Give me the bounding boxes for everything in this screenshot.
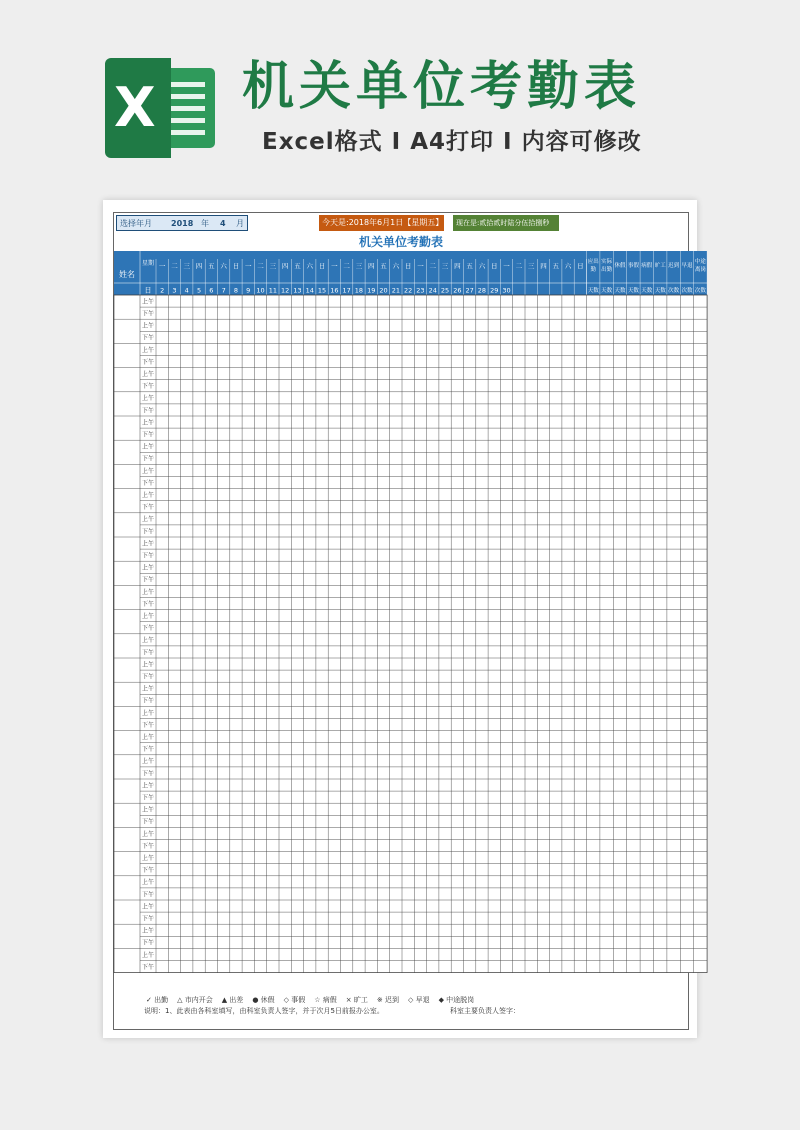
day-number: 3 xyxy=(172,286,177,295)
excel-logo-letter: X xyxy=(114,76,156,139)
legend-item: ● 休假 xyxy=(252,996,275,1004)
half-day-label: 下午 xyxy=(141,673,155,681)
summary-header: 勤 xyxy=(590,267,596,273)
banner xyxy=(0,0,800,190)
half-day-label: 上午 xyxy=(141,588,155,596)
week-header: 星期 xyxy=(141,260,155,267)
weekday-label: 五 xyxy=(208,262,215,270)
half-day-label: 下午 xyxy=(141,963,155,971)
year-value[interactable]: 2018 xyxy=(171,219,194,228)
half-day-label: 上午 xyxy=(141,612,155,620)
day-number: 6 xyxy=(209,286,214,295)
day-number: 27 xyxy=(465,286,474,295)
weekday-label: 四 xyxy=(368,262,375,270)
half-day-label: 上午 xyxy=(141,709,155,717)
weekday-label: 一 xyxy=(158,262,166,270)
day-number: 29 xyxy=(490,286,499,295)
half-day-label: 下午 xyxy=(141,867,155,875)
day-number: 17 xyxy=(342,286,351,295)
day-number: 12 xyxy=(281,286,290,295)
weekday-label: 四 xyxy=(195,262,203,270)
weekday-label: 三 xyxy=(355,262,363,270)
half-day-label: 下午 xyxy=(141,552,155,560)
half-day-label: 上午 xyxy=(141,782,155,790)
day-number: 22 xyxy=(404,286,413,295)
day-number: 16 xyxy=(330,286,339,295)
note-text: 说明：1、此表由各科室填写，由科室负责人签字，并于次月5日前报办公室。 xyxy=(144,1007,384,1015)
day-number: 18 xyxy=(354,286,364,295)
half-day-label: 下午 xyxy=(141,407,155,415)
half-day-label: 下午 xyxy=(141,697,155,705)
half-day-label: 下午 xyxy=(141,721,155,729)
summary-unit: 天数 xyxy=(614,288,626,294)
day-number: 15 xyxy=(317,286,327,295)
weekday-label: 一 xyxy=(331,262,338,270)
excel-logo-icon xyxy=(105,58,217,158)
half-day-label: 上午 xyxy=(141,927,155,935)
half-day-label: 上午 xyxy=(141,298,155,306)
excel-logo-box xyxy=(105,58,171,158)
weekday-label: 二 xyxy=(429,262,436,270)
year-unit: 年 xyxy=(201,219,209,228)
half-day-label: 下午 xyxy=(141,528,155,536)
day-number: 8 xyxy=(233,286,239,295)
half-day-label: 上午 xyxy=(141,516,155,524)
half-day-label: 下午 xyxy=(141,431,155,439)
day-number: 9 xyxy=(246,286,251,295)
half-day-label: 上午 xyxy=(141,395,155,403)
signature-label: 科室主要负责人签字： xyxy=(450,1007,520,1015)
legend-row xyxy=(146,995,483,1005)
half-day-label: 下午 xyxy=(141,625,155,633)
day-number: 28 xyxy=(477,286,487,295)
day-number: 7 xyxy=(221,286,226,295)
summary-header: 实际 xyxy=(601,259,613,265)
weekday-label: 四 xyxy=(281,262,289,270)
half-day-label: 下午 xyxy=(141,842,155,850)
day-number: 11 xyxy=(268,286,277,295)
summary-unit: 次数 xyxy=(681,288,693,294)
half-day-label: 上午 xyxy=(141,854,155,862)
spreadsheet-page xyxy=(103,200,706,1038)
summary-header: 事假 xyxy=(627,263,639,269)
summary-header: 离岗 xyxy=(694,267,706,273)
weekday-label: 日 xyxy=(318,262,326,270)
weekday-label: 五 xyxy=(380,262,387,270)
day-number: 30 xyxy=(502,286,511,295)
summary-unit: 天数 xyxy=(601,288,613,294)
summary-unit: 次数 xyxy=(668,288,680,294)
legend-item: ◇ 早退 xyxy=(407,996,430,1004)
weekday-label: 二 xyxy=(257,262,264,270)
day-number: 13 xyxy=(293,286,302,295)
half-day-label: 上午 xyxy=(141,830,155,838)
half-day-label: 上午 xyxy=(141,467,155,475)
banner-title: 机关单位考勤表 xyxy=(242,57,642,117)
weekday-label: 四 xyxy=(454,262,461,270)
year-month-selector[interactable] xyxy=(116,215,248,231)
half-day-label: 下午 xyxy=(141,504,155,512)
banner-subtitle: Excel格式 Ι A4打印 Ι 内容可修改 xyxy=(262,129,642,155)
weekday-label: 五 xyxy=(552,262,559,270)
legend-item: ◇ 事假 xyxy=(283,996,306,1004)
half-day-label: 上午 xyxy=(141,661,155,669)
weekday-label: 六 xyxy=(478,262,486,270)
half-day-label: 下午 xyxy=(141,479,155,487)
half-day-label: 上午 xyxy=(141,419,155,427)
weekday-label: 日 xyxy=(577,262,584,270)
weekday-label: 五 xyxy=(294,262,301,270)
weekday-label: 日 xyxy=(491,262,498,270)
weekday-label: 四 xyxy=(540,262,547,270)
legend-item: ▲ 出差 xyxy=(221,996,244,1004)
summary-unit: 天数 xyxy=(627,288,639,294)
half-day-label: 上午 xyxy=(141,540,155,548)
day-number: 20 xyxy=(379,286,388,295)
weekday-label: 一 xyxy=(503,262,510,270)
half-day-label: 上午 xyxy=(141,637,155,645)
half-day-label: 上午 xyxy=(141,322,155,330)
half-day-label: 上午 xyxy=(141,443,155,451)
weekday-label: 六 xyxy=(392,262,400,270)
half-day-label: 下午 xyxy=(141,939,155,947)
current-time-badge: 现在是:贰拾贰时陆分伍拾捌秒 xyxy=(453,215,559,231)
weekday-label: 一 xyxy=(417,262,424,270)
legend-item: × 旷工 xyxy=(345,996,368,1004)
half-day-label: 下午 xyxy=(141,818,155,826)
day-number: 25 xyxy=(440,286,450,295)
summary-unit: 天数 xyxy=(654,288,666,294)
weekday-label: 六 xyxy=(220,262,227,270)
sheet-topbar xyxy=(114,213,688,233)
summary-header: 旷工 xyxy=(654,263,666,269)
weekday-label: 五 xyxy=(466,262,473,270)
half-day-label: 上午 xyxy=(141,491,155,499)
weekday-label: 二 xyxy=(515,262,523,270)
summary-header: 出勤 xyxy=(601,267,613,273)
half-day-label: 上午 xyxy=(141,806,155,814)
day-number: 21 xyxy=(391,286,400,295)
summary-header: 应出 xyxy=(587,259,599,265)
day-number: 24 xyxy=(428,286,437,295)
half-day-label: 上午 xyxy=(141,564,155,572)
legend-item: ※ 迟到 xyxy=(376,996,399,1004)
weekday-label: 三 xyxy=(183,262,190,270)
half-day-label: 上午 xyxy=(141,733,155,741)
summary-unit: 次数 xyxy=(694,288,706,294)
day-number: 26 xyxy=(453,286,462,295)
half-day-label: 下午 xyxy=(141,600,155,608)
half-day-label: 下午 xyxy=(141,649,155,657)
summary-header: 早退 xyxy=(681,263,693,269)
half-day-label: 下午 xyxy=(141,334,155,342)
legend-item: ◆ 中途脱岗 xyxy=(438,996,475,1004)
weekday-label: 二 xyxy=(343,262,350,270)
legend-item: △ 市内开会 xyxy=(177,996,213,1004)
weekday-label: 三 xyxy=(527,262,535,270)
month-value[interactable]: 4 xyxy=(220,219,226,228)
day-number: 14 xyxy=(305,286,314,295)
half-day-label: 下午 xyxy=(141,383,155,391)
summary-header: 迟到 xyxy=(668,263,680,269)
weekday-label: 三 xyxy=(269,262,277,270)
half-day-label: 上午 xyxy=(141,951,155,959)
weekday-label: 六 xyxy=(564,262,572,270)
summary-unit: 天数 xyxy=(641,288,653,294)
weekday-label: 一 xyxy=(245,262,252,270)
day-number: 19 xyxy=(367,286,376,295)
half-day-label: 上午 xyxy=(141,370,155,378)
day-header: 日 xyxy=(144,286,152,295)
weekday-label: 日 xyxy=(404,262,412,270)
day-number: 5 xyxy=(196,286,202,295)
weekday-label: 日 xyxy=(232,262,240,270)
half-day-label: 下午 xyxy=(141,310,155,318)
half-day-label: 下午 xyxy=(141,455,155,463)
day-number: 23 xyxy=(416,286,425,295)
sheet-title: 机关单位考勤表 xyxy=(358,235,443,249)
weekday-label: 三 xyxy=(441,262,449,270)
half-day-label: 下午 xyxy=(141,358,155,366)
summary-unit: 天数 xyxy=(587,288,599,294)
day-number: 10 xyxy=(256,286,265,295)
attendance-grid xyxy=(114,251,706,991)
half-day-label: 下午 xyxy=(141,746,155,754)
half-day-label: 上午 xyxy=(141,879,155,887)
half-day-label: 上午 xyxy=(141,903,155,911)
weekday-label: 二 xyxy=(171,262,178,270)
weekday-label: 六 xyxy=(306,262,313,270)
summary-header: 休假 xyxy=(614,263,626,269)
month-unit: 月 xyxy=(236,219,244,228)
day-number: 4 xyxy=(184,286,189,295)
half-day-label: 下午 xyxy=(141,915,155,923)
half-day-label: 下午 xyxy=(141,770,155,778)
summary-header: 病假 xyxy=(641,263,653,269)
select-label: 选择年月 xyxy=(120,219,152,228)
summary-header: 中途 xyxy=(694,259,706,265)
half-day-label: 上午 xyxy=(141,685,155,693)
half-day-label: 下午 xyxy=(141,794,155,802)
legend-item: ☆ 病假 xyxy=(314,996,337,1004)
half-day-label: 下午 xyxy=(141,576,155,584)
day-number: 2 xyxy=(160,286,165,295)
half-day-label: 下午 xyxy=(141,891,155,899)
half-day-label: 上午 xyxy=(141,758,155,766)
today-date-badge: 今天是:2018年6月1日【星期五】 xyxy=(319,215,444,231)
legend-item: ✓ 出勤 xyxy=(146,996,169,1004)
name-header: 姓名 xyxy=(119,270,135,279)
sheet-frame xyxy=(113,212,706,1030)
half-day-label: 上午 xyxy=(141,346,155,354)
